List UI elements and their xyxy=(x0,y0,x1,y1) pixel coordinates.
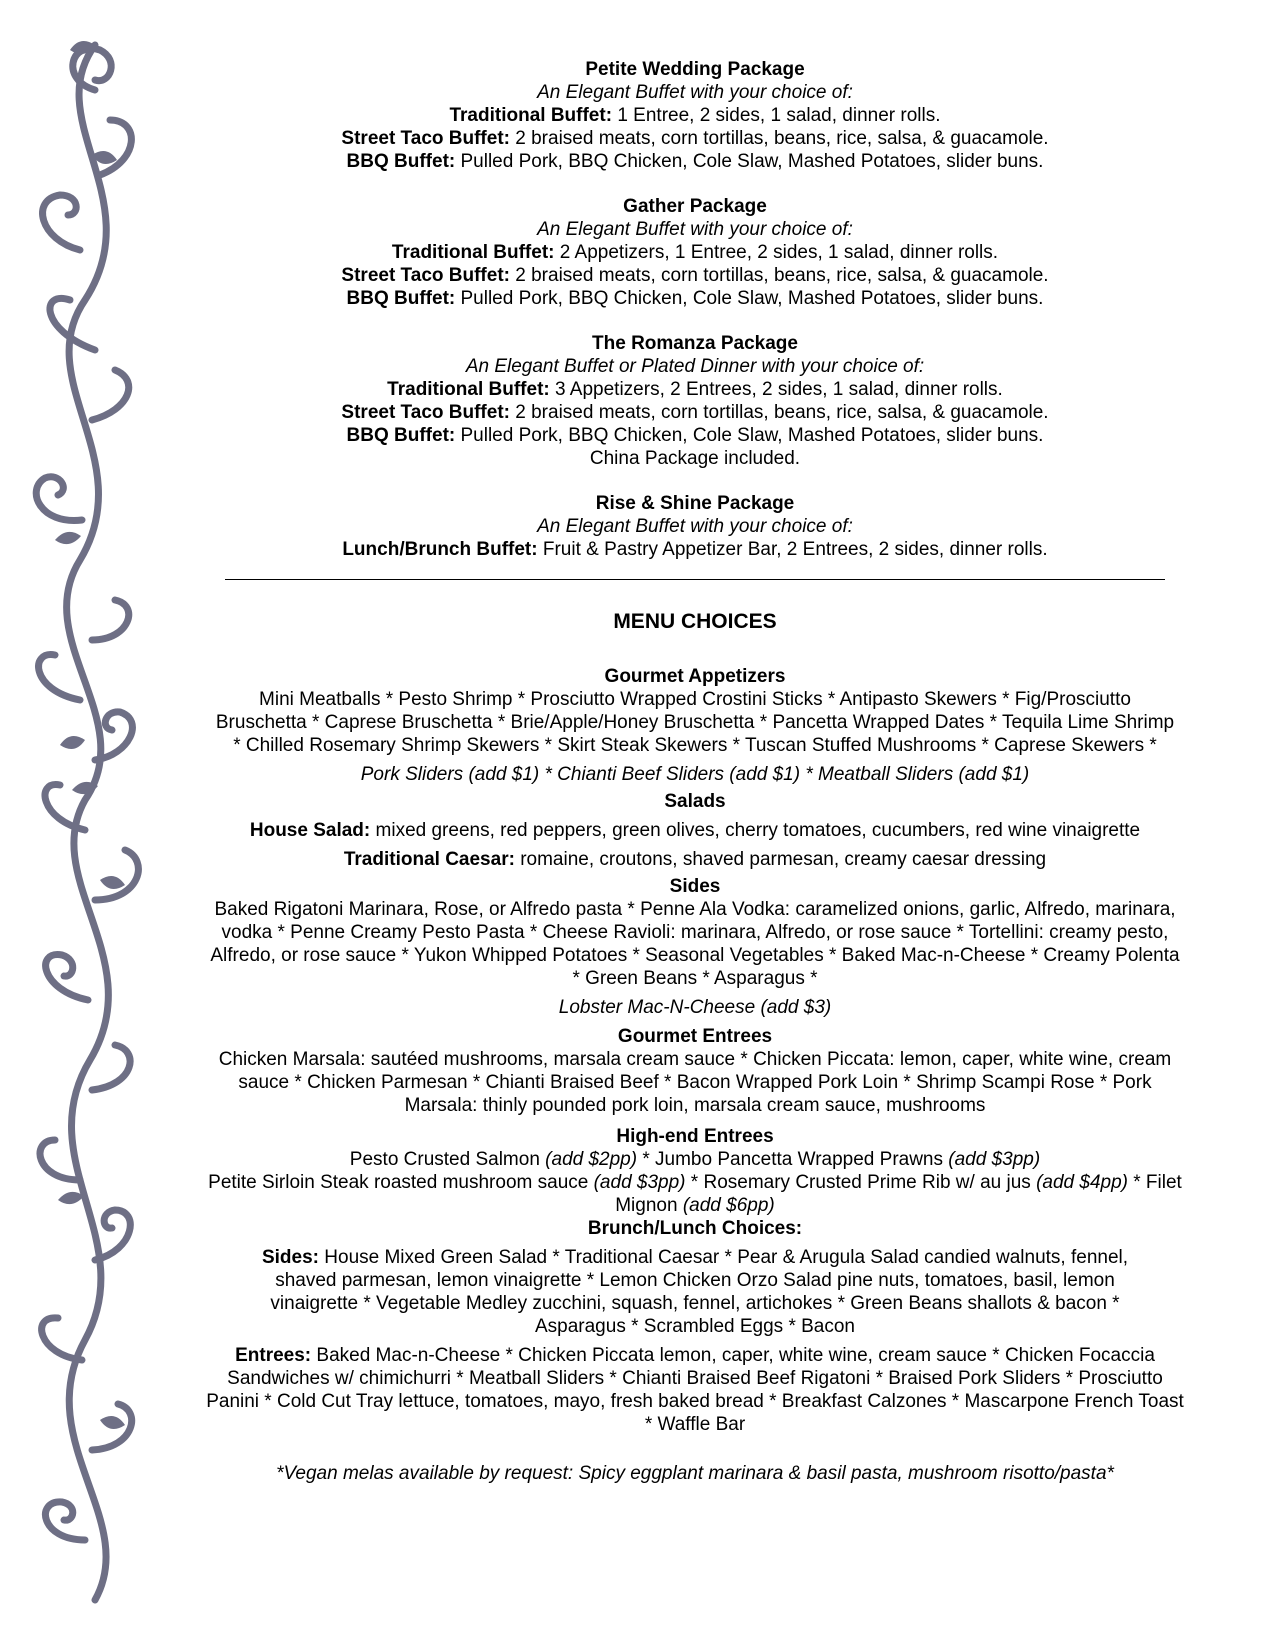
package-subtitle: An Elegant Buffet with your choice of: xyxy=(537,82,853,103)
highend-item: Pesto Crusted Salmon xyxy=(349,1149,546,1170)
salad-text: romaine, croutons, shaved parmesan, creamy caesar dressing xyxy=(514,849,1047,870)
option-label: Street Taco Buffet: xyxy=(341,402,510,423)
option-label: Traditional Buffet: xyxy=(449,105,613,126)
brunch-sides-text: House Mixed Green Salad * Traditional Caesar * Pear & Arugula Salad candied walnuts, fennel, shaved parmesan, lemon vinaigrette * Lemon Chicken Orzo Salad pine nuts, tomatoes, basil, lemon vinaigrette * Vegetable Medley zucchini, squash, fennel, artichokes * Green Beans shallots & bacon * Asparagus * Scrambled Eggs * Bacon xyxy=(270,1247,1129,1337)
option-text: 2 Appetizers, 1 Entree, 2 sides, 1 salad, dinner rolls. xyxy=(554,242,999,263)
package-option xyxy=(185,424,1205,447)
section-title-appetizers: Gourmet Appetizers xyxy=(604,666,786,687)
highend-price: (add $4pp) xyxy=(1036,1172,1128,1193)
highend-item: * Filet Mignon xyxy=(615,1172,1182,1216)
option-label: Street Taco Buffet: xyxy=(341,128,510,149)
highend-item: Petite Sirloin Steak roasted mushroom sauce xyxy=(208,1172,594,1193)
package-option xyxy=(185,241,1205,264)
option-label: BBQ Buffet: xyxy=(346,151,456,172)
package-option xyxy=(185,538,1205,561)
package-option xyxy=(185,104,1205,127)
salad-item xyxy=(185,819,1205,842)
sides-addon: Lobster Mac-N-Cheese (add $3) xyxy=(558,997,832,1018)
package-title: Gather Package xyxy=(623,196,767,217)
section-title-sides: Sides xyxy=(669,876,721,897)
package-subtitle: An Elegant Buffet or Plated Dinner with your choice of: xyxy=(465,356,925,377)
package-rise-and-shine xyxy=(185,492,1205,561)
salad-label: Traditional Caesar: xyxy=(343,849,515,870)
option-text: Pulled Pork, BBQ Chicken, Cole Slaw, Mashed Potatoes, slider buns. xyxy=(455,288,1044,309)
brunch-sides-label: Sides: xyxy=(261,1247,319,1268)
option-label: Traditional Buffet: xyxy=(387,379,550,400)
package-extra: China Package included. xyxy=(589,448,801,469)
package-subtitle: An Elegant Buffet with your choice of: xyxy=(537,516,853,537)
option-text: 3 Appetizers, 2 Entrees, 2 sides, 1 salad, dinner rolls. xyxy=(549,379,1003,400)
appetizers-addons: Pork Sliders (add $1) * Chianti Beef Sliders (add $1) * Meatball Sliders (add $1) xyxy=(360,764,1030,785)
package-option xyxy=(185,287,1205,310)
package-option xyxy=(185,264,1205,287)
package-romanza xyxy=(185,332,1205,470)
brunch-entrees-text: Baked Mac-n-Cheese * Chicken Piccata lemon, caper, white wine, cream sauce * Chicken Focaccia Sandwiches w/ chimichurri * Meatball Sliders * Chianti Braised Beef Rigatoni * Braised Pork Sliders * Prosciutto Panini * Cold Cut Tray lettuce, tomatoes, mayo, fresh baked bread * Breakfast Calzones * Mascarpone French Toast * Waffle Bar xyxy=(206,1345,1184,1435)
option-text: 2 braised meats, corn tortillas, beans, rice, salsa, & guacamole. xyxy=(509,265,1049,286)
vegan-note: *Vegan melas available by request: Spicy eggplant marinara & basil pasta, mushroom risotto/pasta* xyxy=(276,1463,1114,1484)
menu-document xyxy=(185,58,1205,1485)
package-title: The Romanza Package xyxy=(592,333,798,354)
section-title-salads: Salads xyxy=(664,791,726,812)
salad-label: House Salad: xyxy=(249,820,371,841)
brunch-sides xyxy=(230,1246,1160,1338)
package-option xyxy=(185,378,1205,401)
highend-price: (add $2pp) xyxy=(545,1149,638,1170)
package-option xyxy=(185,127,1205,150)
package-title: Rise & Shine Package xyxy=(595,493,795,514)
highend-price: (add $3pp) xyxy=(948,1149,1041,1170)
salad-text: mixed greens, red peppers, green olives, cherry tomatoes, cucumbers, red wine vinaigrette xyxy=(370,820,1141,841)
option-text: Pulled Pork, BBQ Chicken, Cole Slaw, Mashed Potatoes, slider buns. xyxy=(455,151,1044,172)
highend-item: * Rosemary Crusted Prime Rib w/ au jus xyxy=(685,1172,1037,1193)
option-label: BBQ Buffet: xyxy=(346,288,456,309)
divider-line xyxy=(225,579,1165,580)
option-text: 1 Entree, 2 sides, 1 salad, dinner rolls. xyxy=(612,105,941,126)
option-label: BBQ Buffet: xyxy=(346,425,456,446)
option-text: Pulled Pork, BBQ Chicken, Cole Slaw, Mashed Potatoes, slider buns. xyxy=(455,425,1044,446)
section-title-highend: High-end Entrees xyxy=(616,1126,774,1147)
package-option xyxy=(185,150,1205,173)
highend-price: (add $6pp) xyxy=(682,1195,775,1216)
highend-price: (add $3pp) xyxy=(593,1172,686,1193)
option-label: Traditional Buffet: xyxy=(391,242,555,263)
option-text: 2 braised meats, corn tortillas, beans, rice, salsa, & guacamole. xyxy=(509,402,1049,423)
package-title: Petite Wedding Package xyxy=(585,59,805,80)
salad-item xyxy=(185,848,1205,871)
option-label: Lunch/Brunch Buffet: xyxy=(342,539,538,560)
menu-title: MENU CHOICES xyxy=(613,610,777,633)
appetizers-list: Mini Meatballs * Pesto Shrimp * Prosciutto Wrapped Crostini Sticks * Antipasto Skewers * Fig/Prosciutto Bruschetta * Caprese Bruschetta * Brie/Apple/Honey Bruschetta * Pancetta Wrapped Dates * Tequila Lime Shrimp * Chilled Rosemary Shrimp Skewers * Skirt Steak Skewers * Tuscan Stuffed Mushrooms * Caprese Skewers * xyxy=(215,689,1175,756)
highend-line xyxy=(185,1148,1205,1171)
decorative-vine-border xyxy=(0,0,190,1650)
highend-line xyxy=(205,1171,1185,1217)
package-petite-wedding xyxy=(185,58,1205,173)
option-text: Fruit & Pastry Appetizer Bar, 2 Entrees, 2 sides, dinner rolls. xyxy=(537,539,1048,560)
package-option xyxy=(185,401,1205,424)
package-gather xyxy=(185,195,1205,310)
entrees-list: Chicken Marsala: sautéed mushrooms, marsala cream sauce * Chicken Piccata: lemon, caper, white wine, cream sauce * Chicken Parmesan * Chianti Braised Beef * Bacon Wrapped Pork Loin * Shrimp Scampi Rose * Pork Marsala: thinly pounded pork loin, marsala cream sauce, mushrooms xyxy=(218,1049,1172,1116)
brunch-entrees xyxy=(205,1344,1185,1436)
section-title-entrees: Gourmet Entrees xyxy=(617,1026,773,1047)
section-title-brunch: Brunch/Lunch Choices: xyxy=(587,1218,803,1239)
brunch-entrees-label: Entrees: xyxy=(235,1345,312,1366)
highend-item: * Jumbo Pancetta Wrapped Prawns xyxy=(637,1149,949,1170)
package-subtitle: An Elegant Buffet with your choice of: xyxy=(537,219,853,240)
option-label: Street Taco Buffet: xyxy=(341,265,510,286)
sides-list: Baked Rigatoni Marinara, Rose, or Alfredo pasta * Penne Ala Vodka: caramelized onions, garlic, Alfredo, marinara, vodka * Penne Creamy Pesto Pasta * Cheese Ravioli: marinara, Alfredo, or rose sauce * Tortellini: creamy pesto, Alfredo, or rose sauce * Yukon Whipped Potatoes * Seasonal Vegetables * Baked Mac-n-Cheese * Creamy Polenta * Green Beans * Asparagus * xyxy=(210,899,1180,989)
option-text: 2 braised meats, corn tortillas, beans, rice, salsa, & guacamole. xyxy=(509,128,1049,149)
